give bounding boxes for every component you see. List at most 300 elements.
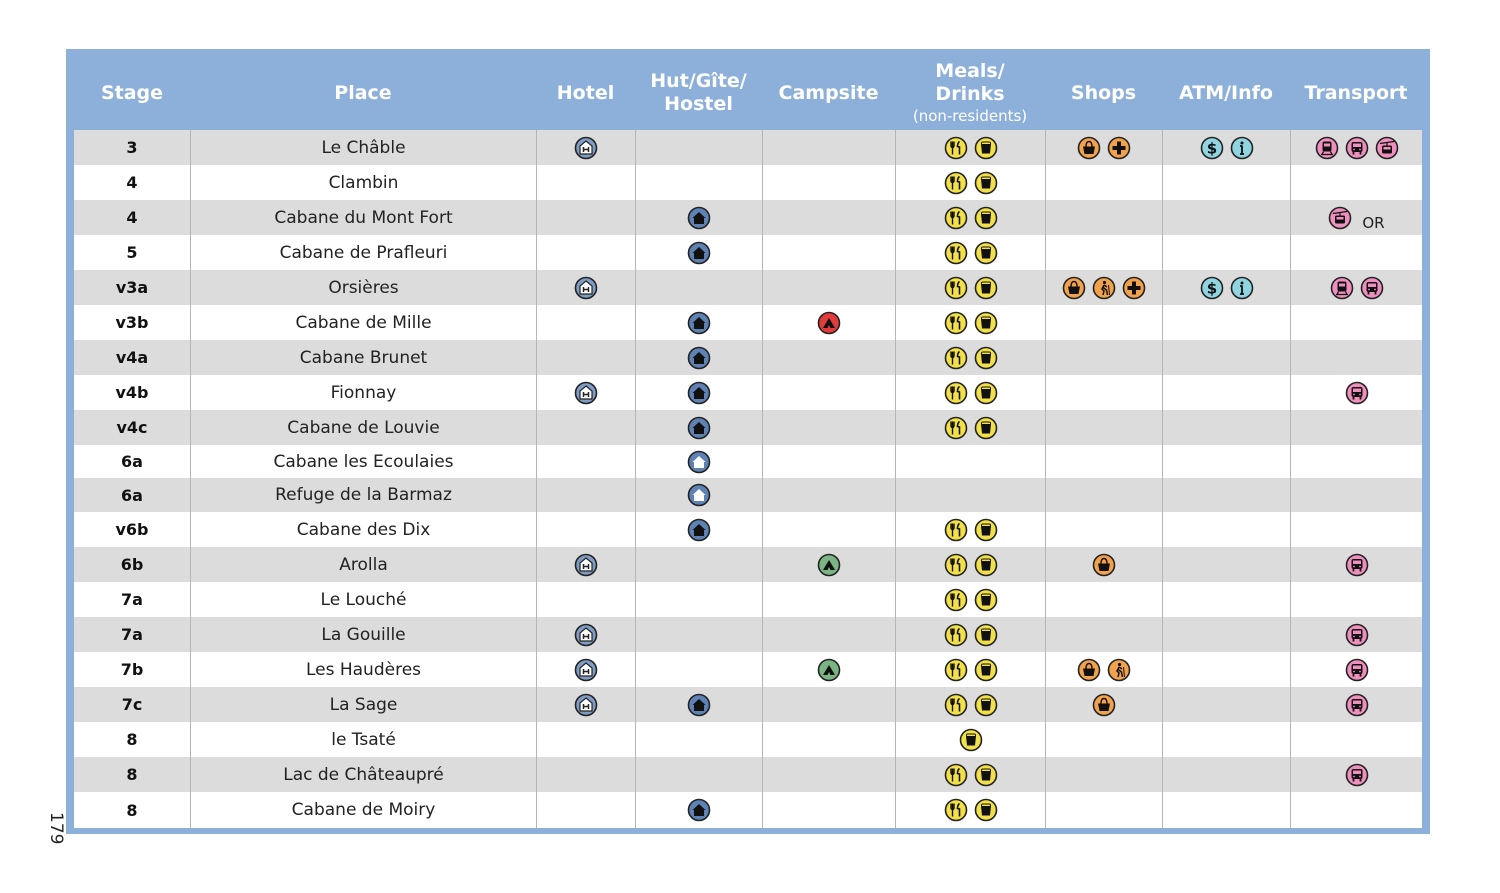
- stage-label: v4c: [116, 418, 148, 437]
- cell-stage: [74, 722, 190, 757]
- stage-label: 4: [126, 173, 138, 192]
- camp-icons: [817, 553, 841, 577]
- table-row: [74, 305, 1422, 340]
- cell-shops: [1045, 582, 1162, 617]
- cell-transport: [1290, 270, 1422, 305]
- cell-hut: [635, 200, 762, 235]
- place-name: Refuge de la Barmaz: [275, 485, 452, 505]
- hotel-icons: [574, 693, 598, 717]
- meals-icons: [944, 346, 998, 370]
- stage-label: v6b: [115, 520, 149, 539]
- hotel-icon: [574, 693, 598, 717]
- cup-icon: [959, 728, 983, 752]
- cross-icon: [1122, 276, 1146, 300]
- cup-icon: [974, 311, 998, 335]
- cell-camp: [762, 687, 895, 722]
- stage-label: 3: [126, 138, 138, 157]
- cablecar-icon: [1328, 206, 1352, 230]
- cell-meals: [895, 722, 1045, 757]
- cell-place: [190, 375, 536, 410]
- place-name: La Gouille: [321, 624, 406, 645]
- stage-label: v3a: [115, 278, 149, 297]
- cell-place: [190, 305, 536, 340]
- cell-transport: [1290, 478, 1422, 512]
- cell-hut: [635, 582, 762, 617]
- info-icon: [1230, 136, 1254, 160]
- camp-icons: [817, 658, 841, 682]
- cutlery-icon: [944, 658, 968, 682]
- cell-shops: [1045, 305, 1162, 340]
- cell-place: [190, 722, 536, 757]
- hut-open-icon: [687, 483, 711, 507]
- bus-icon: [1345, 381, 1369, 405]
- table-row: [74, 687, 1422, 722]
- cup-icon: [974, 623, 998, 647]
- cell-place: [190, 478, 536, 512]
- cutlery-icon: [944, 206, 968, 230]
- cell-hotel: [536, 200, 635, 235]
- cell-hut: [635, 165, 762, 200]
- cablecar-icon: [1375, 136, 1399, 160]
- transport-icons: [1345, 623, 1369, 647]
- hiker-icon: [1092, 276, 1116, 300]
- cell-hotel: [536, 792, 635, 828]
- cup-icon: [974, 658, 998, 682]
- cup-icon: [974, 381, 998, 405]
- cell-camp: [762, 235, 895, 270]
- hut-icons: [687, 450, 711, 474]
- transport-icons: [1345, 381, 1369, 405]
- cutlery-icon: [944, 346, 968, 370]
- cell-shops: [1045, 687, 1162, 722]
- svg-text:$: $: [1206, 139, 1217, 157]
- cell-place: [190, 512, 536, 547]
- cell-hotel: [536, 235, 635, 270]
- cell-camp: [762, 582, 895, 617]
- table-row: [74, 722, 1422, 757]
- cell-transport: [1290, 445, 1422, 478]
- cup-icon: [974, 171, 998, 195]
- cell-stage: [74, 445, 190, 478]
- stage-label: 8: [126, 765, 138, 784]
- cell-shops: [1045, 792, 1162, 828]
- cell-atm: [1162, 305, 1290, 340]
- hut-icons: [687, 241, 711, 265]
- cell-hut: [635, 757, 762, 792]
- cell-transport: [1290, 617, 1422, 652]
- cell-atm: [1162, 547, 1290, 582]
- table-row: [74, 200, 1422, 235]
- cell-meals: [895, 478, 1045, 512]
- page-number: 179: [46, 812, 66, 845]
- stage-label: v3b: [115, 313, 149, 332]
- header-hut: [635, 56, 762, 130]
- stage-label: v4b: [115, 383, 149, 402]
- train-icon: [1315, 136, 1339, 160]
- cell-atm: [1162, 792, 1290, 828]
- meals-icons: [944, 798, 998, 822]
- cell-place: [190, 340, 536, 375]
- transport-icons: [1345, 693, 1369, 717]
- hut-icon: [687, 518, 711, 542]
- cell-camp: [762, 617, 895, 652]
- header-hut-line2: Hostel: [664, 93, 733, 115]
- place-name: Cabane du Mont Fort: [274, 207, 453, 228]
- cell-stage: [74, 617, 190, 652]
- cell-hotel: [536, 270, 635, 305]
- cell-meals: [895, 652, 1045, 687]
- cell-meals: [895, 340, 1045, 375]
- svg-text:$: $: [1206, 279, 1217, 297]
- stage-label: 4: [126, 208, 138, 227]
- cell-transport: [1290, 130, 1422, 165]
- cutlery-icon: [944, 623, 968, 647]
- cell-camp: [762, 130, 895, 165]
- cell-camp: [762, 512, 895, 547]
- cell-camp: [762, 340, 895, 375]
- cell-place: [190, 617, 536, 652]
- hiker-icon: [1107, 658, 1131, 682]
- cell-hut: [635, 512, 762, 547]
- cup-icon: [974, 276, 998, 300]
- hut-icon: [687, 206, 711, 230]
- cell-hut: [635, 130, 762, 165]
- cell-hotel: [536, 340, 635, 375]
- cell-hotel: [536, 652, 635, 687]
- cutlery-icon: [944, 518, 968, 542]
- cell-stage: [74, 375, 190, 410]
- place-name: Cabane des Dix: [296, 519, 431, 540]
- cell-atm: [1162, 512, 1290, 547]
- cell-place: [190, 582, 536, 617]
- cell-atm: [1162, 165, 1290, 200]
- table-row: [74, 340, 1422, 375]
- cell-hut: [635, 792, 762, 828]
- cell-atm: [1162, 200, 1290, 235]
- cell-meals: [895, 757, 1045, 792]
- place-name: Clambin: [328, 172, 399, 193]
- cell-hotel: [536, 165, 635, 200]
- cell-place: [190, 270, 536, 305]
- header-meals-line1: Meals/: [935, 60, 1005, 82]
- cutlery-icon: [944, 381, 968, 405]
- cell-shops: [1045, 757, 1162, 792]
- cell-meals: [895, 547, 1045, 582]
- cell-stage: [74, 270, 190, 305]
- cell-stage: [74, 200, 190, 235]
- cell-stage: [74, 757, 190, 792]
- hotel-icon: [574, 276, 598, 300]
- basket-icon: [1062, 276, 1086, 300]
- hut-icon: [687, 381, 711, 405]
- stage-label: 7a: [121, 590, 143, 609]
- table-row: [74, 165, 1422, 200]
- cutlery-icon: [944, 241, 968, 265]
- cell-transport: [1290, 410, 1422, 445]
- hut-icon: [687, 798, 711, 822]
- cell-place: [190, 165, 536, 200]
- cell-transport: [1290, 687, 1422, 722]
- cell-atm: [1162, 757, 1290, 792]
- stage-label: 7b: [120, 660, 144, 679]
- cell-shops: [1045, 547, 1162, 582]
- cutlery-icon: [944, 693, 968, 717]
- stage-label: 6a: [121, 452, 143, 471]
- cell-atm: [1162, 375, 1290, 410]
- cell-transport: [1290, 722, 1422, 757]
- cutlery-icon: [944, 171, 968, 195]
- cell-transport: [1290, 235, 1422, 270]
- cell-stage: [74, 582, 190, 617]
- cell-hotel: [536, 582, 635, 617]
- table-row: [74, 375, 1422, 410]
- cell-hotel: [536, 547, 635, 582]
- cell-stage: [74, 792, 190, 828]
- cell-hotel: [536, 130, 635, 165]
- header-shops: [1045, 56, 1162, 130]
- cell-place: [190, 410, 536, 445]
- cell-transport: [1290, 652, 1422, 687]
- hut-open-icon: [687, 450, 711, 474]
- transport-icons: [1328, 204, 1384, 232]
- cell-camp: [762, 792, 895, 828]
- cell-meals: [895, 410, 1045, 445]
- cell-place: [190, 757, 536, 792]
- basket-icon: [1077, 136, 1101, 160]
- cell-meals: [895, 305, 1045, 340]
- cup-icon: [974, 763, 998, 787]
- cell-stage: [74, 547, 190, 582]
- cell-stage: [74, 305, 190, 340]
- cell-hut: [635, 445, 762, 478]
- header-meals: [895, 56, 1045, 130]
- meals-icons: [944, 553, 998, 577]
- cup-icon: [974, 206, 998, 230]
- cell-hut: [635, 340, 762, 375]
- cell-camp: [762, 410, 895, 445]
- hut-icon: [687, 416, 711, 440]
- hut-icons: [687, 483, 711, 507]
- dollar-icon: [1200, 136, 1224, 160]
- stage-label: 7a: [121, 625, 143, 644]
- cell-stage: [74, 478, 190, 512]
- hut-icons: [687, 798, 711, 822]
- transport-note: OR: [1362, 213, 1385, 232]
- cell-stage: [74, 410, 190, 445]
- cell-meals: [895, 617, 1045, 652]
- hut-icons: [687, 346, 711, 370]
- hotel-icons: [574, 623, 598, 647]
- hotel-icons: [574, 658, 598, 682]
- place-name: Fionnay: [330, 382, 397, 403]
- cell-place: [190, 235, 536, 270]
- hotel-icon: [574, 623, 598, 647]
- cell-place: [190, 445, 536, 478]
- table-row: [74, 445, 1422, 478]
- hut-icons: [687, 311, 711, 335]
- hotel-icon: [574, 553, 598, 577]
- hotel-icon: [574, 136, 598, 160]
- meals-icons: [944, 276, 998, 300]
- place-name: Cabane Brunet: [299, 347, 428, 368]
- place-name: La Sage: [329, 694, 398, 715]
- place-name: Cabane de Mille: [295, 312, 432, 333]
- cutlery-icon: [944, 276, 968, 300]
- stage-label: 6a: [121, 485, 143, 505]
- cell-place: [190, 200, 536, 235]
- bus-icon: [1345, 693, 1369, 717]
- header-place: [190, 56, 536, 130]
- cell-hut: [635, 687, 762, 722]
- stage-label: 8: [126, 800, 138, 820]
- cutlery-icon: [944, 311, 968, 335]
- shops-icons: [1062, 276, 1146, 300]
- header-stage-label: Stage: [100, 81, 164, 104]
- cell-camp: [762, 478, 895, 512]
- cell-hut: [635, 547, 762, 582]
- cell-atm: [1162, 340, 1290, 375]
- cell-shops: [1045, 270, 1162, 305]
- basket-icon: [1092, 553, 1116, 577]
- cup-icon: [974, 588, 998, 612]
- cell-camp: [762, 445, 895, 478]
- cell-transport: [1290, 375, 1422, 410]
- header-hotel-label: Hotel: [556, 81, 615, 104]
- cross-icon: [1107, 136, 1131, 160]
- table-row: [74, 792, 1422, 828]
- place-name: le Tsaté: [331, 729, 396, 750]
- cell-shops: [1045, 340, 1162, 375]
- cell-transport: [1290, 340, 1422, 375]
- transport-icons: [1345, 763, 1369, 787]
- cell-stage: [74, 130, 190, 165]
- cell-atm: [1162, 235, 1290, 270]
- meals-icons: [944, 171, 998, 195]
- cutlery-icon: [944, 588, 968, 612]
- cup-icon: [974, 693, 998, 717]
- cup-icon: [974, 346, 998, 370]
- header-hotel: [536, 56, 635, 130]
- cell-shops: [1045, 652, 1162, 687]
- cell-shops: [1045, 165, 1162, 200]
- cell-hotel: [536, 445, 635, 478]
- table-row: [74, 235, 1422, 270]
- cell-hotel: [536, 305, 635, 340]
- cell-atm: [1162, 270, 1290, 305]
- cell-shops: [1045, 512, 1162, 547]
- transport-icons: [1330, 276, 1384, 300]
- train-icon: [1330, 276, 1354, 300]
- cell-hut: [635, 305, 762, 340]
- cutlery-icon: [944, 553, 968, 577]
- cell-shops: [1045, 410, 1162, 445]
- dollar-icon: [1200, 276, 1224, 300]
- cell-transport: [1290, 512, 1422, 547]
- place-name: Cabane de Moiry: [291, 800, 436, 820]
- cutlery-icon: [944, 763, 968, 787]
- header-campsite-label: Campsite: [778, 81, 879, 104]
- cutlery-icon: [944, 416, 968, 440]
- place-name: Lac de Châteaupré: [283, 764, 444, 785]
- cell-place: [190, 130, 536, 165]
- cutlery-icon: [944, 136, 968, 160]
- header-atm-label: ATM/Info: [1179, 81, 1273, 104]
- atm-icons: [1200, 276, 1254, 300]
- cell-shops: [1045, 478, 1162, 512]
- shops-icons: [1077, 136, 1131, 160]
- bus-icon: [1345, 136, 1369, 160]
- cell-camp: [762, 547, 895, 582]
- cell-transport: [1290, 200, 1422, 235]
- meals-icons: [959, 728, 983, 752]
- shops-icons: [1092, 693, 1116, 717]
- cell-atm: [1162, 582, 1290, 617]
- stage-label: 6b: [120, 555, 144, 574]
- cell-camp: [762, 375, 895, 410]
- transport-icons: [1315, 136, 1399, 160]
- cell-hut: [635, 652, 762, 687]
- cell-transport: [1290, 305, 1422, 340]
- meals-icons: [944, 518, 998, 542]
- hut-icons: [687, 693, 711, 717]
- cell-meals: [895, 445, 1045, 478]
- cell-hotel: [536, 512, 635, 547]
- cell-atm: [1162, 617, 1290, 652]
- tent-green-icon: [817, 658, 841, 682]
- header-shops-label: Shops: [1070, 81, 1137, 104]
- cell-camp: [762, 722, 895, 757]
- hotel-icon: [574, 658, 598, 682]
- cup-icon: [974, 553, 998, 577]
- header-stage: [74, 56, 190, 130]
- cell-atm: [1162, 652, 1290, 687]
- cell-meals: [895, 200, 1045, 235]
- cell-hut: [635, 375, 762, 410]
- cell-meals: [895, 375, 1045, 410]
- cell-hut: [635, 410, 762, 445]
- cell-transport: [1290, 547, 1422, 582]
- cell-meals: [895, 582, 1045, 617]
- camp-icons: [817, 311, 841, 335]
- header-transport-label: Transport: [1304, 81, 1408, 104]
- cell-hut: [635, 235, 762, 270]
- cell-camp: [762, 200, 895, 235]
- stage-label: 7c: [121, 695, 143, 714]
- shops-icons: [1092, 553, 1116, 577]
- meals-icons: [944, 136, 998, 160]
- meals-icons: [944, 588, 998, 612]
- stage-label: v4a: [115, 348, 149, 367]
- bus-icon: [1345, 658, 1369, 682]
- cell-meals: [895, 792, 1045, 828]
- table-row: [74, 410, 1422, 445]
- meals-icons: [944, 693, 998, 717]
- header-campsite: [762, 56, 895, 130]
- header-atm: [1162, 56, 1290, 130]
- basket-icon: [1092, 693, 1116, 717]
- cell-place: [190, 687, 536, 722]
- cell-hotel: [536, 722, 635, 757]
- cell-atm: [1162, 722, 1290, 757]
- table-row: [74, 652, 1422, 687]
- info-icon: [1230, 276, 1254, 300]
- table-row: [74, 270, 1422, 305]
- bus-icon: [1345, 763, 1369, 787]
- cell-transport: [1290, 165, 1422, 200]
- bus-icon: [1345, 623, 1369, 647]
- cell-shops: [1045, 722, 1162, 757]
- table-row: [74, 582, 1422, 617]
